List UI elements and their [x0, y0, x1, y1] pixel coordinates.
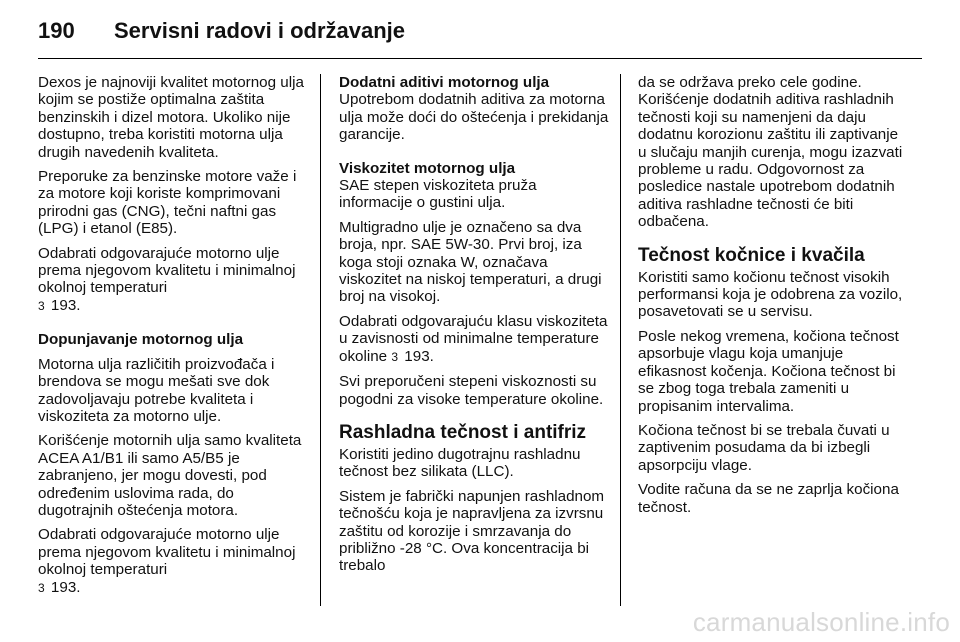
paragraph-text: Odabrati odgovarajuće motorno ulje prema njegovom kvalitetu i minimalnoj okolnoj temperaturi [38, 526, 296, 579]
column-divider-1 [320, 74, 321, 606]
page-reference-icon: 3 [38, 580, 45, 595]
paragraph: Multigradno ulje je označeno sa dva broja, npr. SAE 5W-30. Prvi broj, iza koga stoji oznaka W, označava viskozitet na niskoj temperaturi, a drugi broj na visokoj. [339, 218, 602, 306]
paragraph: Posle nekog vremena, kočiona tečnost apsorbuje vlagu koja umanjuje efikasnost kočenja. Kočiona tečnost bi se zbog toga trebala zameniti u propisanim intervalima. [638, 327, 899, 415]
section-heading: Rashladna tečnost i antifriz [339, 421, 587, 443]
page-reference-icon: 3 [38, 298, 45, 313]
paragraph: SAE stepen viskoziteta pruža informacije o gustini ulja. [339, 177, 537, 212]
subheading: Dodatni aditivi motornog ulja [339, 74, 550, 91]
page-number: 190 [38, 18, 75, 43]
paragraph-text: Odabrati odgovarajuće motorno ulje prema njegovom kvalitetu i minimalnoj okolnoj temperaturi [38, 244, 296, 297]
column-divider-2 [620, 74, 621, 606]
paragraph: Preporuke za benzinske motore važe i za motore koji koriste komprimovani prirodni gas (CNG), tečni naftni gas (LPG) i etanol (E85). [38, 168, 297, 238]
text-column-1 [38, 74, 307, 604]
page-title: Servisni radovi i održavanje [114, 18, 406, 43]
paragraph-text: Odabrati odgovarajuću klasu viskoziteta u zavisnosti od minimalne temperature okoline [339, 312, 608, 365]
paragraph: Vodite računa da se ne zaprlja kočiona tečnost. [638, 481, 899, 516]
page-reference-icon: 3 [391, 349, 399, 364]
paragraph: Upotrebom dodatnih aditiva za motorna ulja može doći do oštećenja i prekidanja garancije. [339, 91, 609, 144]
watermark: carmanualsonline.info [692, 607, 950, 637]
text-column-2 [339, 74, 609, 582]
section-heading: Tečnost kočnice i kvačila [638, 244, 865, 266]
paragraph [339, 313, 609, 366]
text-column-3 [638, 74, 910, 523]
subheading: Dopunjavanje motornog ulja [38, 331, 244, 349]
header-divider [38, 58, 922, 59]
paragraph: Koristiti jedino dugotrajnu rashladnu tečnost bez silikata (LLC). [339, 445, 581, 481]
paragraph: Korišćenje motornih ulja samo kvaliteta ACEA A1/B1 ili samo A5/B5 je zabranjeno, jer mogu dovesti, pod određenim uslovima rada, do dugotrajnih oštećenja motora. [38, 432, 302, 519]
paragraph: da se održava preko cele godine. Korišćenje dodatnih aditiva rashladnih tečnosti koji su namenjeni da daju dodatnu korozionu zaštitu ili zaptivanje u slučaju manjih curenja, mogu izazvati probleme u radu. Odgovornost za posledice nastale upotrebom dodatnih aditiva rashladne tečnosti će biti odbačena. [638, 74, 903, 231]
paragraph: Kočiona tečnost bi se trebala čuvati u zaptivenim posudama da bi izbegli apsorpciju vlage. [638, 421, 890, 474]
page-reference-link[interactable]: 193. [50, 296, 81, 314]
paragraph: Svi preporučeni stepeni viskoznosti su pogodni za visoke temperature okoline. [339, 373, 604, 408]
paragraph [38, 245, 307, 316]
paragraph: Koristiti samo kočionu tečnost visokih performansi koja je odobrena za vozilo, posavetovati se u servisu. [638, 268, 903, 321]
page-header [38, 8, 922, 54]
paragraph [38, 526, 307, 597]
paragraph: Sistem je fabrički napunjen rashladnom tečnošću koja je napravljena za izvrsnu zaštitu od korozije i smrzavanja do približno -28 °C. Ova koncentracija bi trebalo [339, 487, 605, 575]
paragraph: Motorna ulja različitih proizvođača i brendova se mogu mešati sve dok zadovoljavaju potrebe kvaliteta i viskoziteta za motorno ulje. [38, 355, 275, 425]
paragraph: Dexos je najnoviji kvalitet motornog ulja kojim se postiže optimalna zaštita benzinskih i dizel motora. Ukoliko nije dostupno, treba koristiti motorna ulja drugih navedenih kvaliteta. [38, 74, 304, 161]
page-reference-link[interactable]: 193. [50, 578, 81, 596]
subheading: Viskozitet motornog ulja [339, 159, 516, 177]
page-reference-link[interactable]: 193. [404, 347, 434, 365]
